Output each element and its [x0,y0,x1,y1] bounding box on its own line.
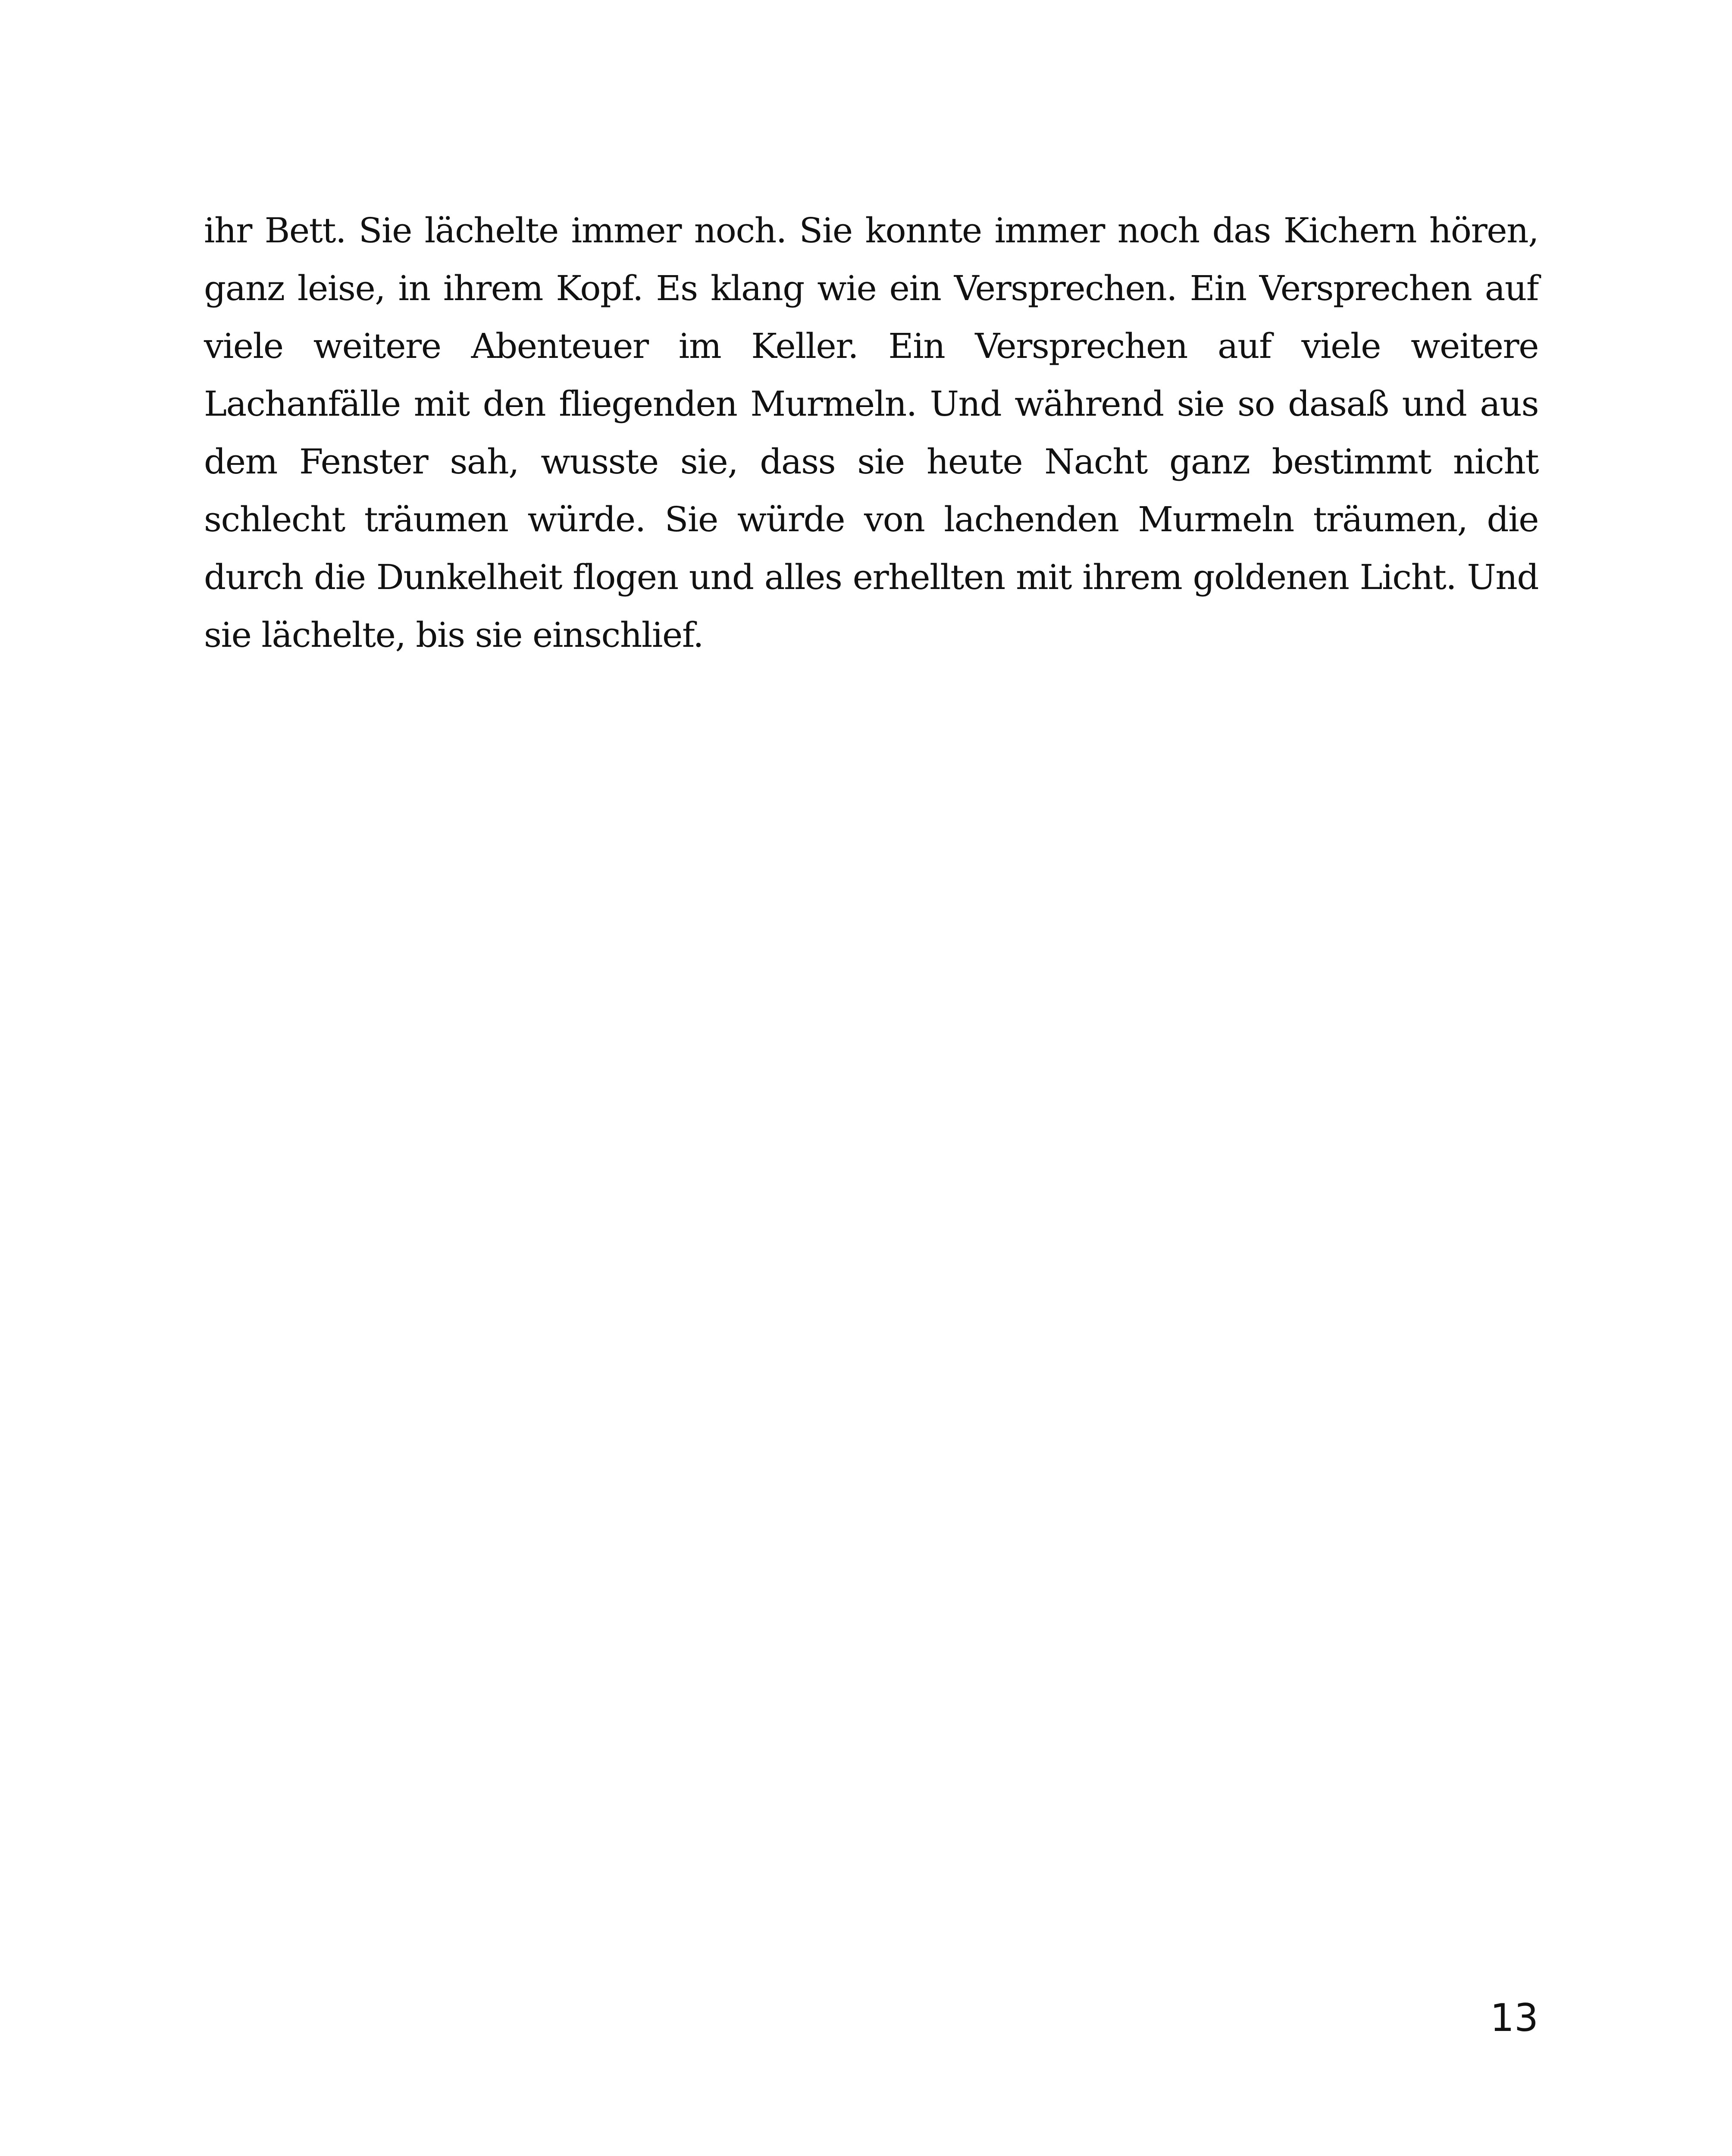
page-number: 13 [1490,1996,1538,2040]
body-paragraph: ihr Bett. Sie lächelte immer noch. Sie konnte immer noch das Kichern hören, ganz leise, in ihrem Kopf. Es klang wie ein Versprechen. Ein Versprechen auf viele weitere Abenteuer im Keller. Ein Versprechen auf viele weitere Lachanfälle mit den fliegenden Murmeln. Und während sie so dasaß und aus dem Fenster sah, wusste sie, dass sie heute Nacht ganz bestimmt nicht schlecht träumen würde. Sie würde von lachenden Murmeln träumen, die durch die Dunkelheit flogen und alles erhellten mit ihrem goldenen Licht. Und sie lächelte, bis sie einschlief. [204,210,1538,655]
